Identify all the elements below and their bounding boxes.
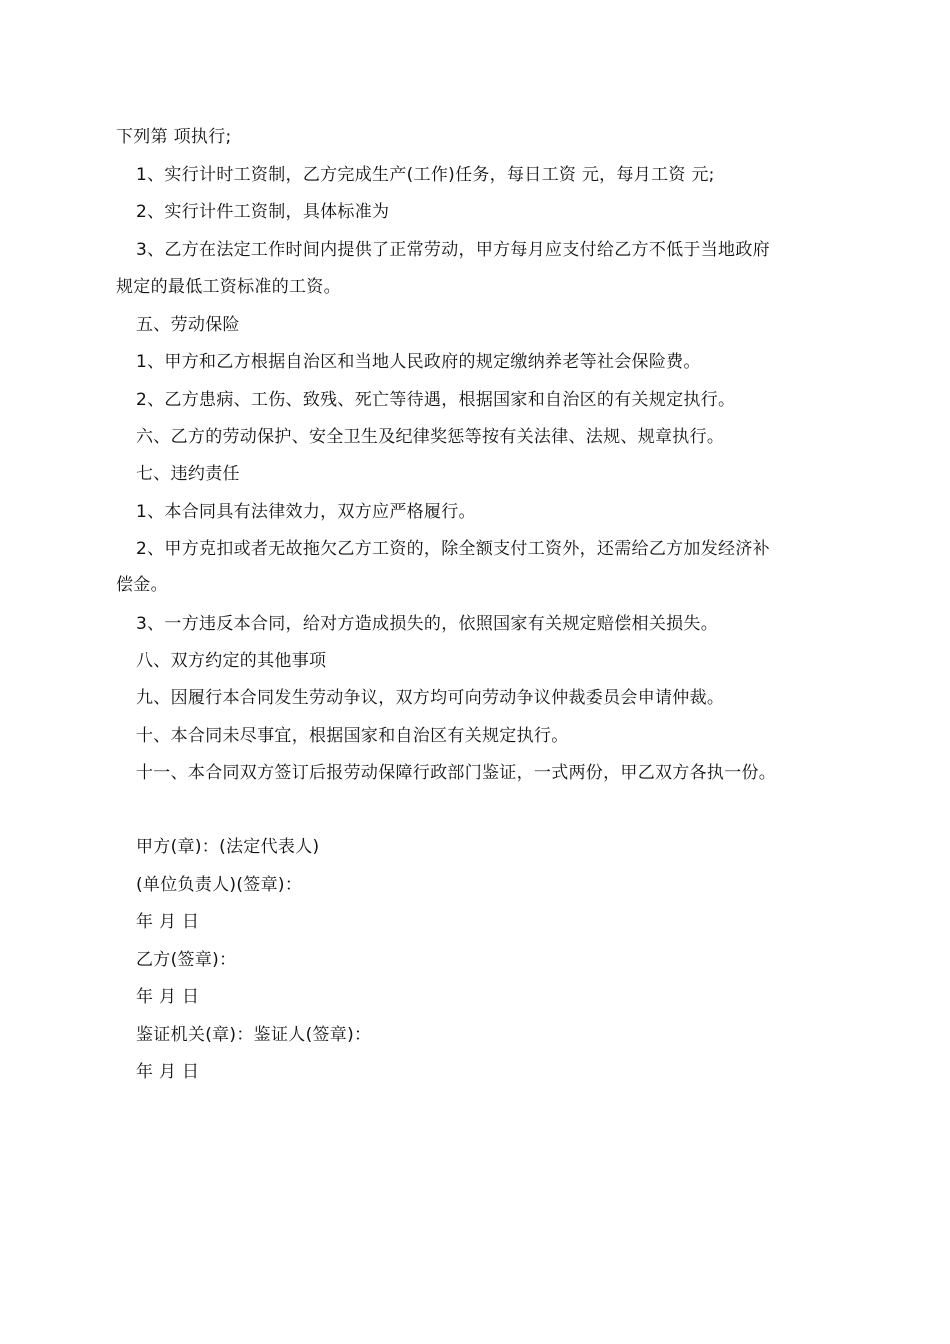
signature-date: 年 月 日 [136,987,200,1007]
clause-line: 3、乙方在法定工作时间内提供了正常劳动，甲方每月应支付给乙方不低于当地政府 [136,240,770,260]
section-heading: 六、乙方的劳动保护、安全卫生及纪律奖惩等按有关法律、法规、规章执行。 [136,427,725,447]
signature-date: 年 月 日 [136,1062,200,1082]
clause-line: 1、本合同具有法律效力，双方应严格履行。 [136,502,476,522]
signature-party-b: 乙方(签章)： [136,950,237,970]
clause-line: 下列第 项执行; [116,127,232,147]
signature-unit-head: (单位负责人)(签章)： [136,875,303,895]
clause-line: 偿金。 [116,575,168,595]
signature-party-a: 甲方(章)：(法定代表人) [136,837,320,857]
section-heading: 九、因履行本合同发生劳动争议，双方均可向劳动争议仲裁委员会申请仲裁。 [136,688,725,708]
clause-line: 2、甲方克扣或者无故拖欠乙方工资的，除全额支付工资外，还需给乙方加发经济补 [136,539,770,559]
signature-date: 年 月 日 [136,912,200,932]
signature-notary: 鉴证机关(章)：鉴证人(签章)： [136,1025,372,1045]
clause-line: 1、实行计时工资制，乙方完成生产(工作)任务，每日工资 元，每月工资 元; [136,165,715,185]
section-heading: 十一、本合同双方签订后报劳动保障行政部门鉴证，一式两份，甲乙双方各执一份。 [136,763,777,783]
section-heading: 五、劳动保险 [136,315,240,335]
clause-line: 3、一方违反本合同，给对方造成损失的，依照国家有关规定赔偿相关损失。 [136,614,719,634]
clause-line: 2、实行计件工资制，具体标准为 [136,202,390,222]
clause-line: 规定的最低工资标准的工资。 [116,277,341,297]
clause-line: 2、乙方患病、工伤、致残、死亡等待遇，根据国家和自治区的有关规定执行。 [136,390,736,410]
section-heading: 八、双方约定的其他事项 [136,651,327,671]
section-heading: 七、违约责任 [136,464,240,484]
clause-line: 1、甲方和乙方根据自治区和当地人民政府的规定缴纳养老等社会保险费。 [136,352,701,372]
section-heading: 十、本合同未尽事宜，根据国家和自治区有关规定执行。 [136,726,569,746]
